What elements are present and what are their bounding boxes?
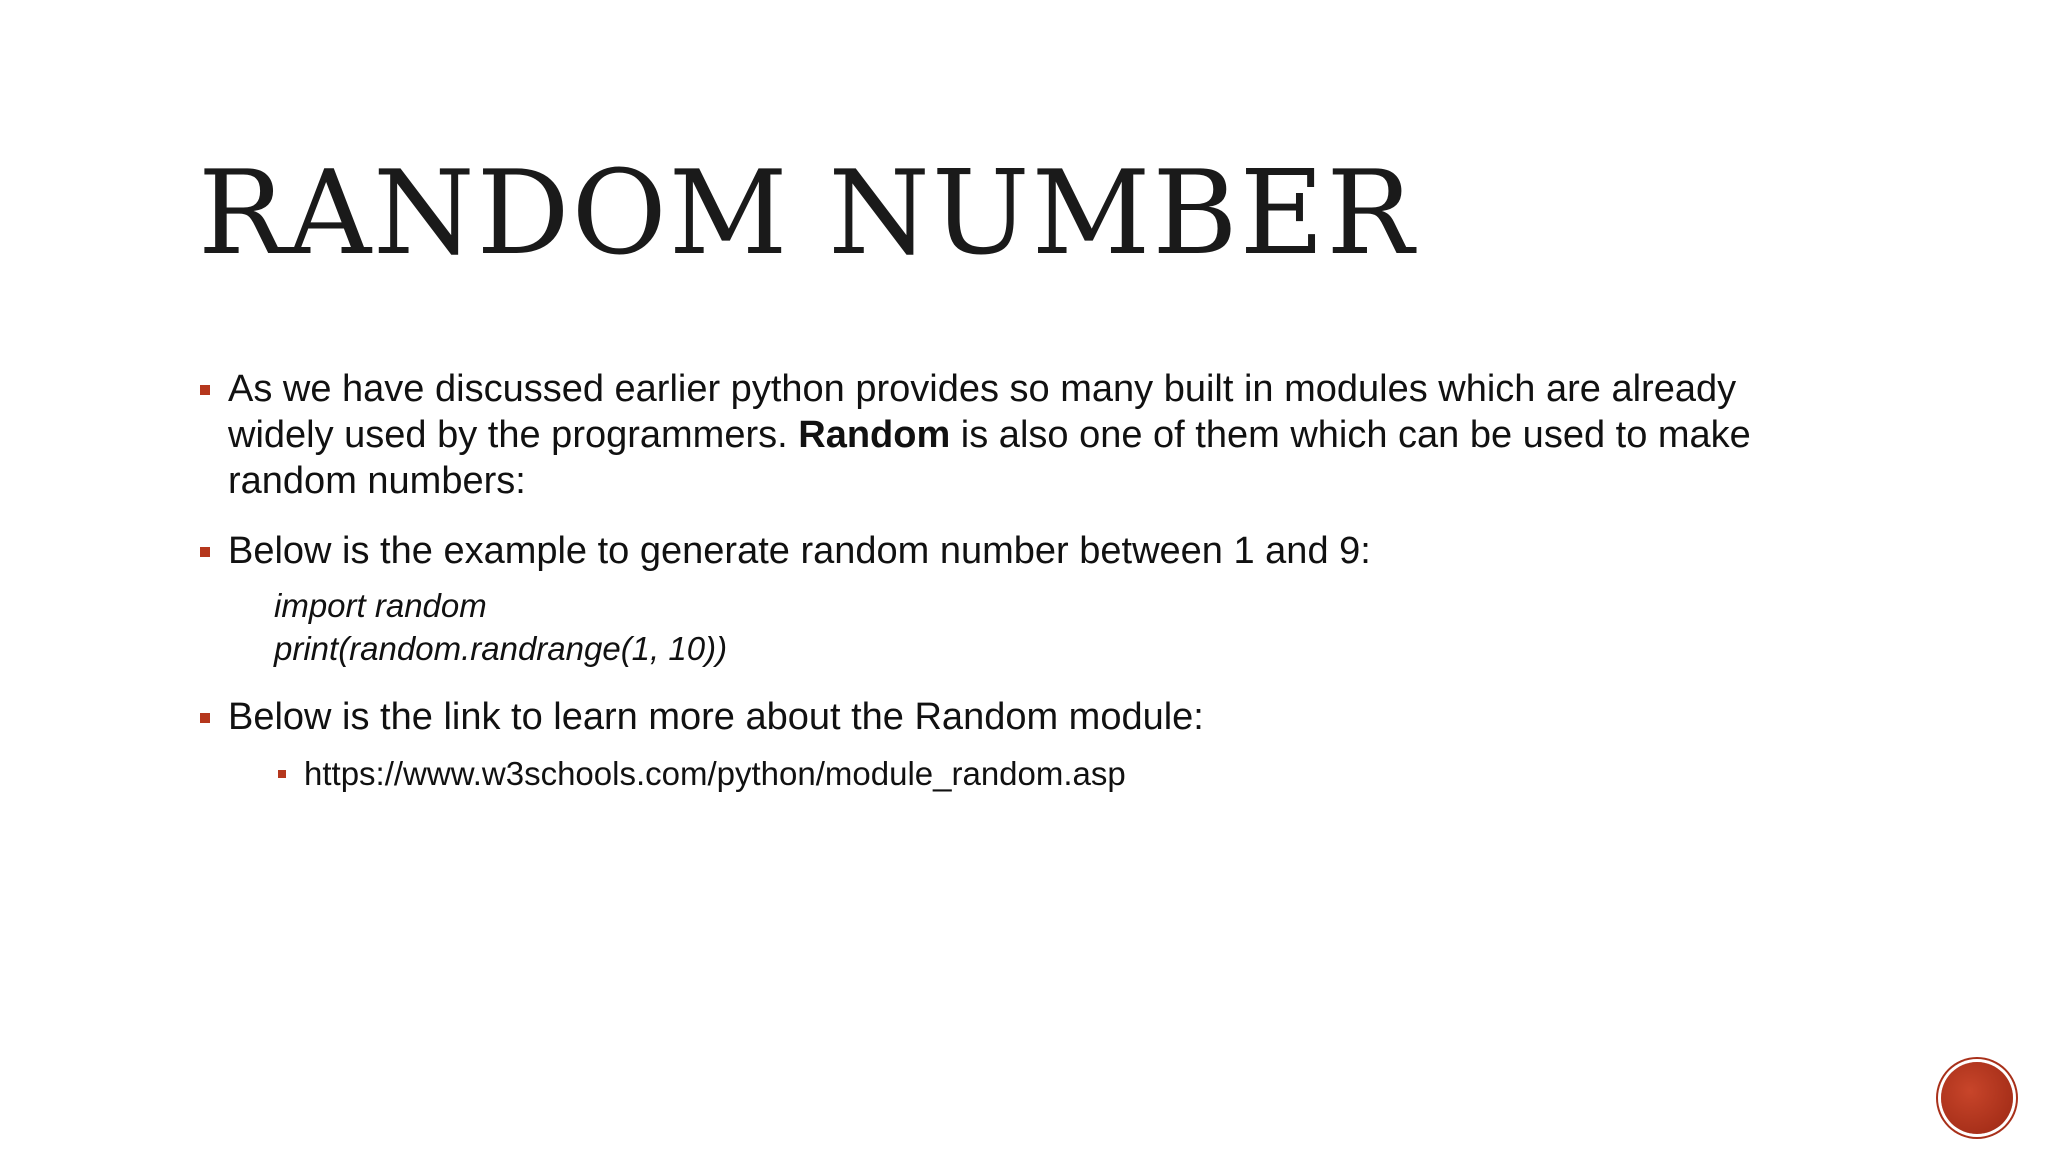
sub-bullet-marker-icon bbox=[278, 770, 286, 778]
bullet-intro-bold: Random bbox=[798, 414, 951, 456]
bullet-example bbox=[198, 528, 1838, 670]
code-block bbox=[228, 584, 1838, 670]
bullet-link bbox=[198, 694, 1838, 795]
slide-title: RANDOM NUMBER bbox=[198, 146, 1416, 281]
code-line: import random bbox=[274, 587, 487, 624]
bullet-marker-icon bbox=[200, 385, 210, 395]
slide-body bbox=[198, 366, 1838, 795]
bullet-intro bbox=[198, 366, 1838, 504]
w3schools-link[interactable]: https://www.w3schools.com/python/module_random.asp bbox=[304, 755, 1126, 792]
code-line: print(random.randrange(1, 10)) bbox=[274, 630, 728, 667]
bullet-intro-text-before: As we have discussed earlier python provides so many built in modules which are already widely used by the programmers. bbox=[228, 368, 1737, 456]
bullet-marker-icon bbox=[200, 713, 210, 723]
slide-corner-circle-icon bbox=[1941, 1062, 2013, 1134]
bullet-link-text: Below is the link to learn more about the Random module: bbox=[228, 696, 1204, 738]
bullet-intro-text-after: is also one of them which can be used to make random numbers: bbox=[228, 414, 1751, 502]
sub-bullet-link bbox=[228, 752, 1838, 795]
bullet-marker-icon bbox=[200, 547, 210, 557]
bullet-example-text: Below is the example to generate random number between 1 and 9: bbox=[228, 530, 1371, 572]
